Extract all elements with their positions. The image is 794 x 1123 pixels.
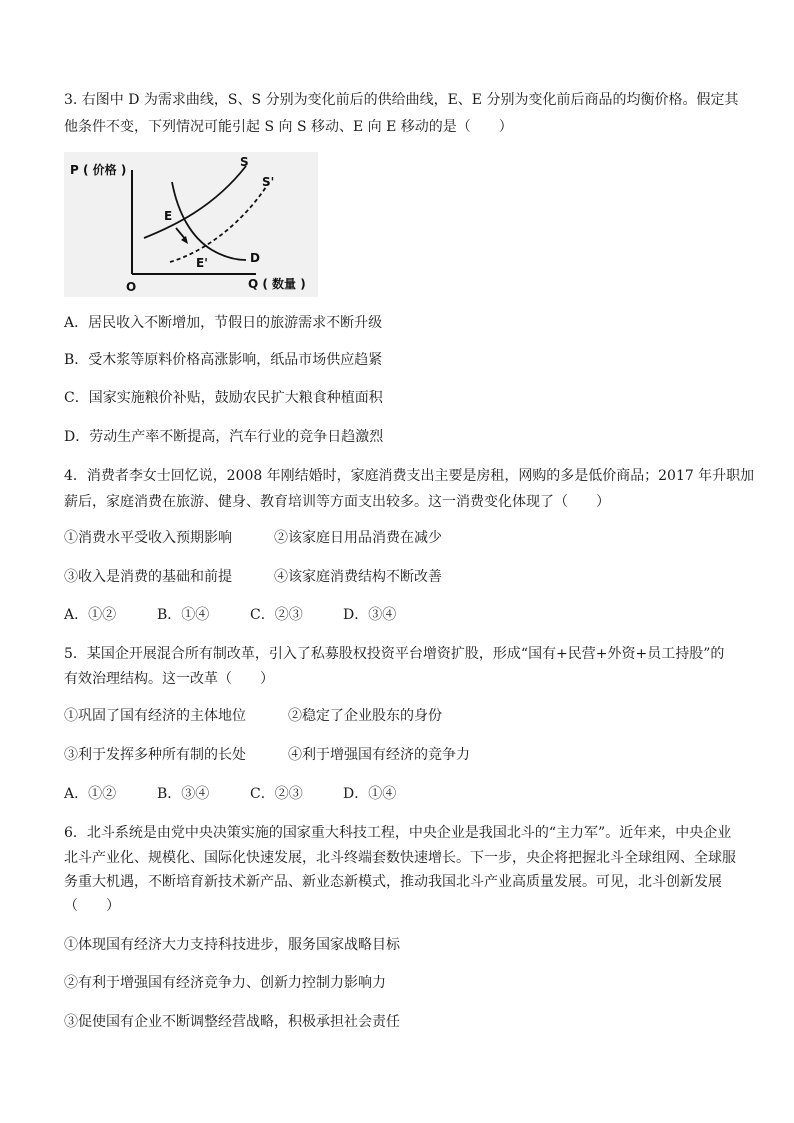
q4-statements-row-1: [64, 528, 442, 548]
q6-statement-1: ①体现国有经济大力支持科技进步，服务国家战略目标: [64, 937, 400, 953]
q4-statement-3: ③收入是消费的基础和前提: [64, 569, 232, 585]
label-s: S: [240, 155, 249, 169]
q5-choices: [64, 784, 396, 804]
q3-option-b: B．受木浆等原料价格高涨影响，纸品市场供应趋紧: [64, 352, 383, 368]
q4-statement-2: ②该家庭日用品消费在减少: [274, 530, 442, 546]
q5-statements-row-1: [64, 706, 442, 726]
x-axis-label: Q ( 数量 ): [248, 277, 306, 291]
q4-stem-line-2: 薪后，家庭消费在旅游、健身、教育培训等方面支出较多。这一消费变化体现了（ ）: [64, 494, 610, 510]
q6-stem-line-2: 北斗产业化、规模化、国际化快速发展，北斗终端套数快速增长。下一步，央企将把握北斗全球组网、全球服: [64, 850, 736, 866]
q4-choices: [64, 605, 396, 625]
q3-option-a: A．居民收入不断增加，节假日的旅游需求不断升级: [64, 315, 383, 331]
q3-option-d: D．劳动生产率不断提高，汽车行业的竞争日趋激烈: [64, 429, 384, 445]
q6-statement-3: ③促使国有企业不断调整经营战略，积极承担社会责任: [64, 1014, 400, 1030]
label-d: D: [250, 251, 260, 265]
q6-stem-line-4: （ ）: [64, 898, 120, 914]
q4-choice-d: D．③④: [343, 607, 397, 623]
supply-demand-graph: [64, 152, 318, 297]
q6-stem-line-1: 6．北斗系统是由党中央决策实施的国家重大科技工程，中央企业是我国北斗的“主力军”。近年来，中央企业: [64, 825, 732, 841]
q5-choice-c: C．②③: [250, 786, 303, 802]
q5-stem-line-1: 5．某国企开展混合所有制改革，引入了私募股权投资平台增资扩股，形成“国有+民营+外资+员工持股”的: [64, 646, 725, 662]
q5-choice-a: A．①②: [64, 786, 117, 802]
q5-statements-row-2: [64, 745, 470, 765]
q5-stem-line-2: 有效治理结构。这一改革（ ）: [64, 671, 274, 687]
label-e-prime: E': [196, 256, 208, 270]
label-e: E: [164, 209, 173, 223]
supply-demand-figure: [64, 152, 318, 297]
q4-statements-row-2: [64, 567, 442, 587]
q3-stem-line-2: 他条件不变，下列情况可能引起 S 向 S 移动、E 向 E 移动的是（ ）: [64, 119, 513, 135]
y-axis-label: P ( 价格 ): [70, 163, 127, 177]
q4-choice-c: C．②③: [250, 607, 303, 623]
q3-option-c: C．国家实施粮价补贴，鼓励农民扩大粮食种植面积: [64, 390, 383, 406]
q5-statement-4: ④利于增强国有经济的竞争力: [288, 747, 470, 763]
origin-label: O: [126, 280, 137, 294]
q4-statement-1: ①消费水平受收入预期影响: [64, 530, 232, 546]
q4-choice-a: A．①②: [64, 607, 117, 623]
q4-choice-b: B．①④: [157, 607, 210, 623]
q5-statement-2: ②稳定了企业股东的身份: [288, 708, 442, 724]
demand-curve-d: [172, 182, 246, 260]
q5-statement-3: ③利于发挥多种所有制的长处: [64, 747, 246, 763]
q3-stem-line-1: 3. 右图中 D 为需求曲线，S、S 分别为变化前后的供给曲线，E、E 分别为变化前后商品的均衡价格。假定其: [64, 92, 739, 108]
q6-statement-2: ②有利于增强国有经济竞争力、创新力控制力影响力: [64, 975, 386, 991]
label-s-prime: S': [262, 175, 275, 189]
q4-stem-line-1: 4．消费者李女士回忆说，2008 年刚结婚时，家庭消费支出主要是房租，网购的多是低价商品；2017 年升职加: [64, 468, 755, 484]
q5-statement-1: ①巩固了国有经济的主体地位: [64, 708, 246, 724]
q5-choice-b: B．③④: [157, 786, 210, 802]
q6-stem-line-3: 务重大机遇，不断培育新技术新产品、新业态新模式，推动我国北斗产业高质量发展。可见，北斗创新发展: [64, 874, 722, 890]
q5-choice-d: D．①④: [343, 786, 397, 802]
q4-statement-4: ④该家庭消费结构不断改善: [274, 569, 442, 585]
